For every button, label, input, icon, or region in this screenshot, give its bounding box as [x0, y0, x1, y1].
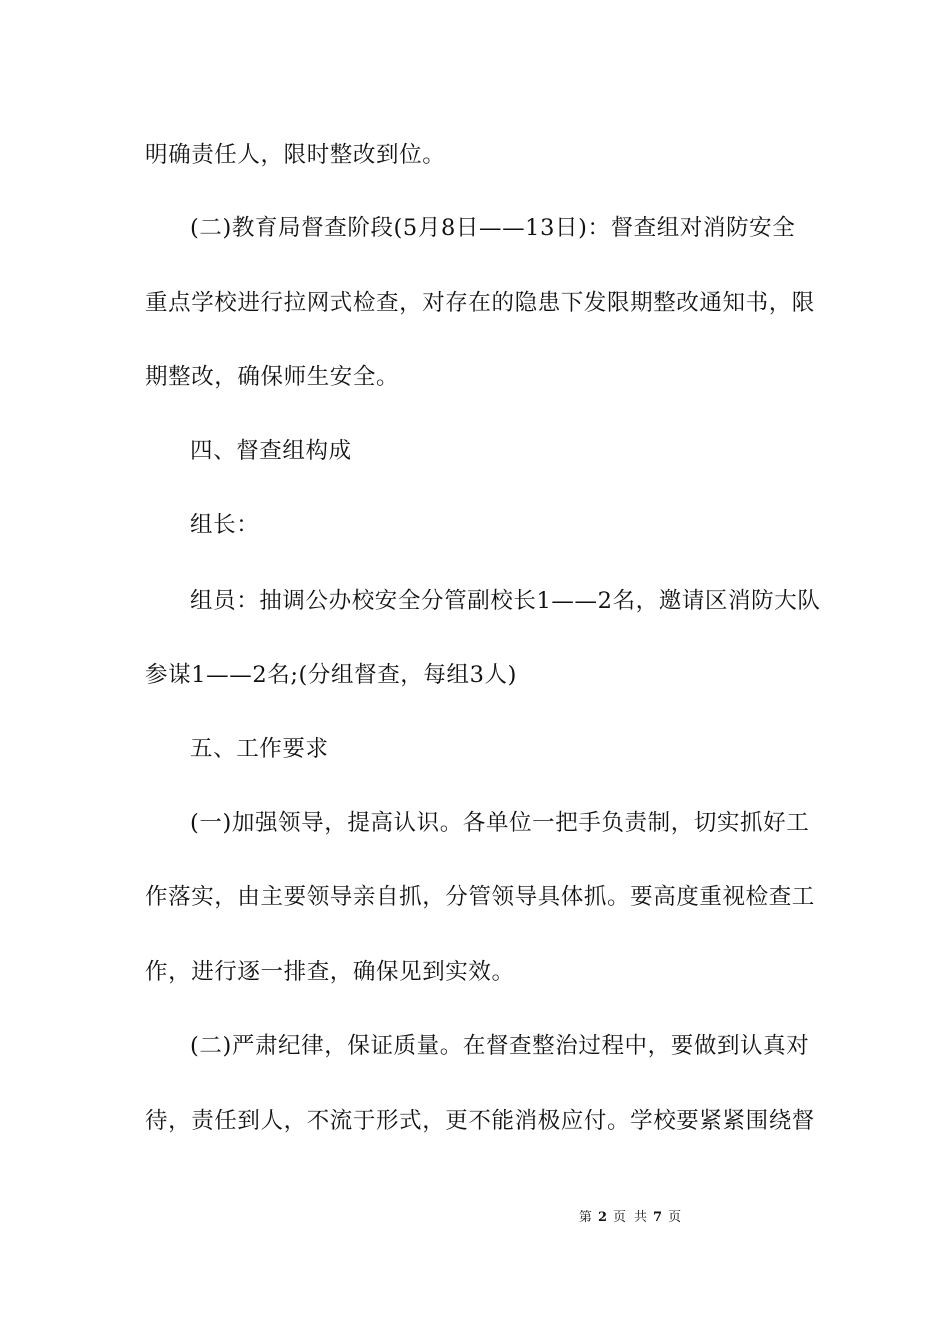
- footer-total-pages: 7: [653, 1210, 663, 1225]
- footer-total-prefix: 共: [634, 1210, 648, 1225]
- text-line: (一)加强领导，提高认识。各单位一把手负责制，切实抓好工: [190, 810, 810, 836]
- text-line: 明确责任人，限时整改到位。: [145, 142, 446, 168]
- text-line: 期整改，确保师生安全。: [145, 364, 400, 390]
- text-line: 待，责任到人，不流于形式，更不能消极应付。学校要紧紧围绕督: [145, 1108, 815, 1134]
- text-line: 组员：抽调公办校安全分管副校长1——2名，邀请区消防大队: [190, 588, 821, 614]
- text-line: 参谋1——2名;(分组督查，每组3人): [145, 662, 517, 688]
- text-line: 组长：: [190, 512, 260, 538]
- footer-total-unit: 页: [668, 1210, 682, 1225]
- text-line: 重点学校进行拉网式检查，对存在的隐患下发限期整改通知书，限: [145, 290, 815, 316]
- page-footer: [0, 1208, 950, 1228]
- section-heading: 四、督查组构成: [190, 438, 352, 464]
- footer-page-unit: 页: [612, 1210, 626, 1225]
- section-heading: 五、工作要求: [190, 736, 329, 762]
- text-line: 作落实，由主要领导亲自抓，分管领导具体抓。要高度重视检查工: [145, 884, 815, 910]
- footer-page-number: 2: [597, 1210, 607, 1225]
- text-line: 作，进行逐一排查，确保见到实效。: [145, 959, 515, 985]
- footer-prefix: 第: [578, 1210, 592, 1225]
- text-line: (二)严肃纪律，保证质量。在督查整治过程中，要做到认真对: [190, 1033, 810, 1059]
- text-line: (二)教育局督查阶段(5月8日——13日)：督查组对消防安全: [190, 215, 796, 241]
